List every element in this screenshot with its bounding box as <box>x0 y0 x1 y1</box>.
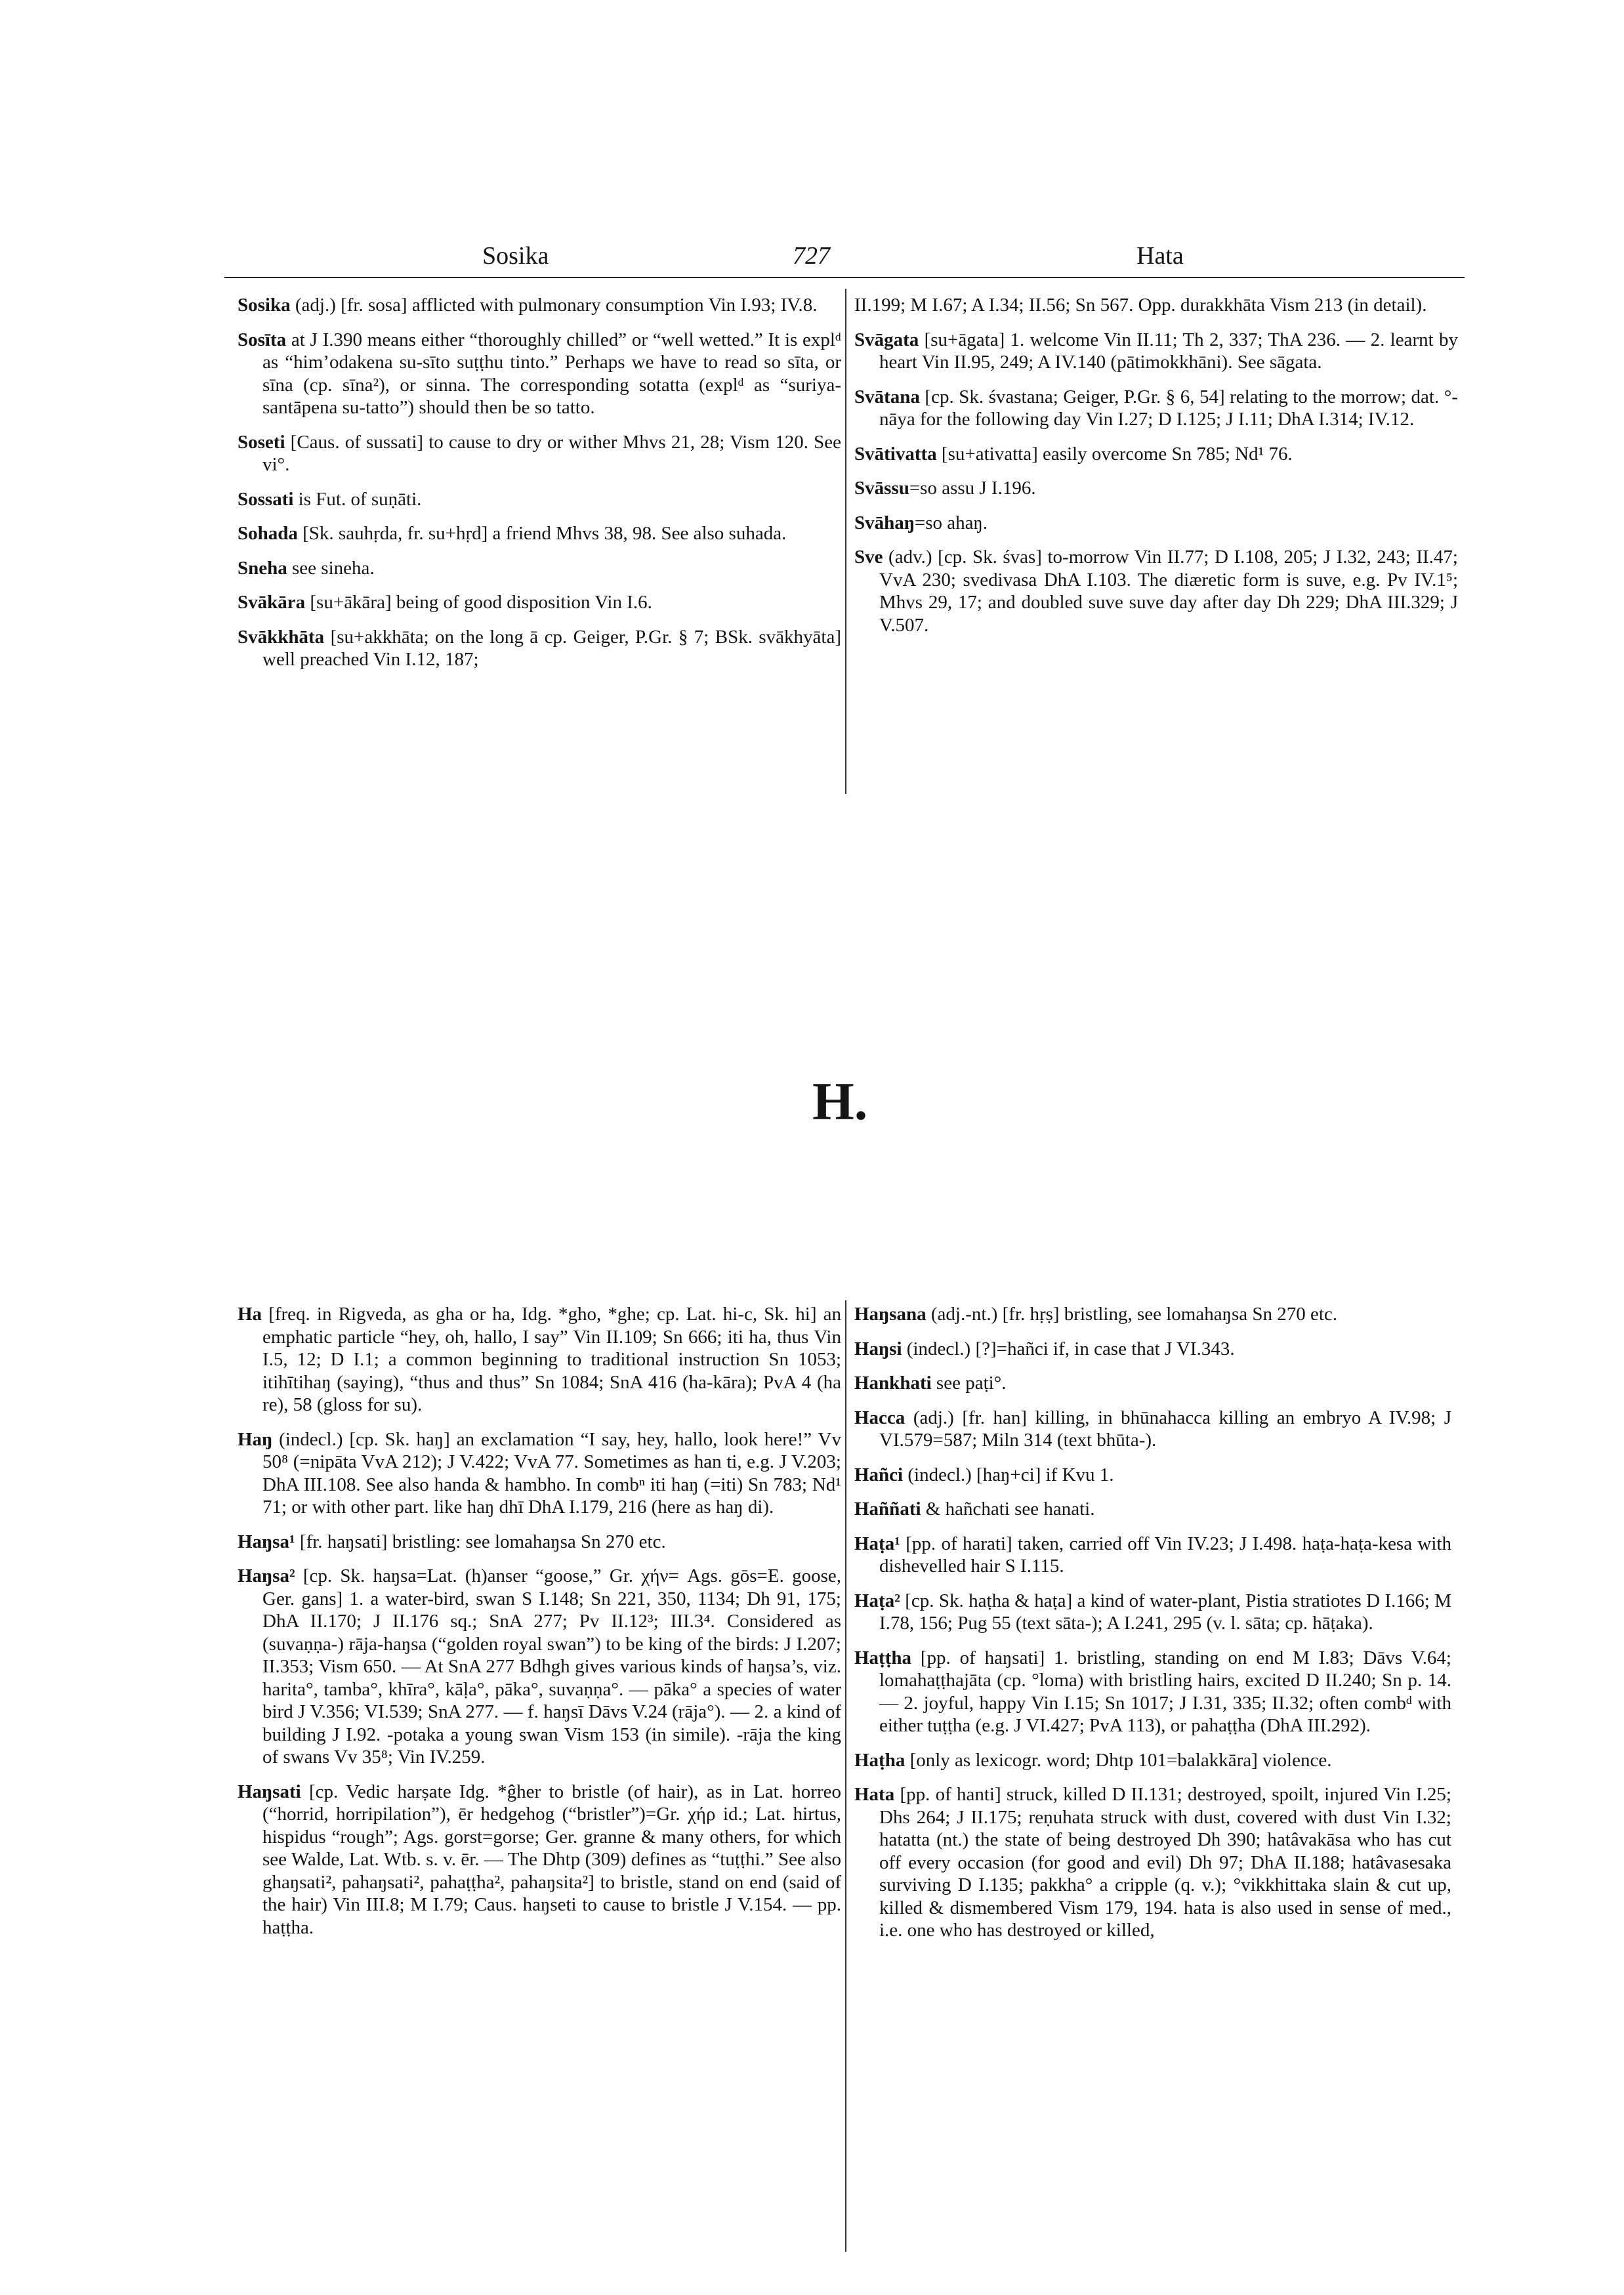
page-number: 727 <box>793 242 830 270</box>
entry-text: (adj.-nt.) [fr. hṛṣ] bristling, see lomahaŋsa Sn 270 etc. <box>926 1304 1338 1325</box>
column-top-left <box>238 294 841 683</box>
entry-headword: Sossati <box>238 488 294 510</box>
dictionary-entry <box>854 1749 1451 1772</box>
column-bottom-right <box>854 1303 1451 1954</box>
dictionary-entry <box>238 1565 841 1769</box>
entry-headword: Haŋsi <box>854 1338 902 1359</box>
dictionary-entry <box>854 1590 1451 1635</box>
dictionary-entry <box>854 443 1458 466</box>
entry-text: [cp. Sk. śvastana; Geiger, P.Gr. § 6, 54] relating to the morrow; dat. °-nāya for the following day Vin I.27; D I.125; J I.11; DhA I.314; IV.12. <box>879 386 1458 430</box>
entry-text: (indecl.) [haŋ+ci] if Kvu 1. <box>903 1464 1114 1485</box>
entry-headword: Haŋ <box>238 1428 273 1450</box>
dictionary-entry <box>238 1428 841 1519</box>
entry-headword: Haṭha <box>854 1749 906 1771</box>
dictionary-entry <box>854 1464 1451 1487</box>
dictionary-entry <box>238 1531 841 1554</box>
header-rule <box>224 277 1465 278</box>
entry-text: II.199; M I.67; A I.34; II.56; Sn 567. Opp. durakkhāta Vism 213 (in detail). <box>854 295 1427 316</box>
entry-text: (adj.) [fr. han] killing, in bhūnahacca killing an embryo A IV.98; J VI.579=587; Miln 314 (text bhūta-). <box>879 1407 1451 1451</box>
entry-headword: Sosika <box>238 295 291 316</box>
entry-headword: Haŋsana <box>854 1304 927 1325</box>
dictionary-entry <box>238 557 841 580</box>
entry-text: [su+ativatta] easily overcome Sn 785; Nd¹ 76. <box>936 443 1293 465</box>
entry-headword: Sohada <box>238 523 298 544</box>
entry-headword: Sosīta <box>238 329 287 350</box>
entry-text: [cp. Vedic harṣate Idg. *ĝher to bristle (of hair), as in Lat. horreo (“horrid, horripilation”), ēr hedgehog (“bristler”)=Gr. χήρ id.; Lat. hirtus, hispidus “rough”; Ags. gorst=gorse; Ger. granne & many others, for which see Walde, Lat. Wtb. s. v. ēr. — The Dhtp (309) defines as “tuṭṭhi.” See also ghaŋsati², pahaŋsati², pahaṭṭha², pahaŋsita²] to bristle, stand on end (said of the hair) Vin III.8; M I.79; Caus. haŋseti to cause to bristle J V.154. — pp. haṭṭha. <box>262 1781 841 1938</box>
dictionary-entry <box>854 1303 1451 1326</box>
dictionary-entry <box>238 522 841 545</box>
entry-text: [su+akkhāta; on the long ā cp. Geiger, P.Gr. § 7; BSk. svākhyāta] well preached Vin I.12, 187; <box>262 626 841 670</box>
entry-headword: Hata <box>854 1784 895 1805</box>
entry-headword: Hañci <box>854 1464 904 1485</box>
column-bottom-left <box>238 1303 841 1951</box>
entry-text: is Fut. of suṇāti. <box>293 488 422 510</box>
dictionary-entry <box>854 512 1458 535</box>
entry-text: [freq. in Rigveda, as gha or ha, Idg. *gho, *ghe; cp. Lat. hi-c, Sk. hi] an emphatic particle “hey, oh, hallo, I say” Vin II.109; Sn 666; iti ha, thus Vin I.5, 12; D I.1; a common beginning to traditional instruction Sn 1053; itihītihaŋ (saying), “thus and thus” Sn 1084; SnA 416 (ha-kāra); PvA 4 (ha re), 58 (gloss for su). <box>262 1304 841 1415</box>
dictionary-entry <box>238 488 841 511</box>
dictionary-entry <box>238 626 841 671</box>
entry-headword: Sve <box>854 547 883 568</box>
entry-text: (indecl.) [cp. Sk. haŋ] an exclamation “I say, hey, hallo, look here!” Vv 50⁸ (=nipāta VvA 212); J V.422; VvA 77. Sometimes as han ti, e.g. J V.203; DhA III.108. See also handa & hambho. In combⁿ iti haŋ (=iti) Sn 783; Nd¹ 71; or with other part. like haŋ dhī DhA I.179, 216 (here as haŋ di). <box>262 1428 841 1518</box>
dictionary-entry <box>238 1781 841 1939</box>
entry-text: [pp. of haŋsati] 1. bristling, standing on end M I.83; Dāvs V.64; lomahaṭṭhajāta (cp. °loma) with bristling hairs, excited D II.240; Sn p. 14. — 2. joyful, happy Vin I.15; Sn 1017; J I.31, 335; II.32; often combᵈ with either tuṭṭha (e.g. J VI.427; PvA 113), or pahaṭṭha (DhA III.292). <box>879 1647 1451 1736</box>
running-head-left: Sosika <box>482 242 549 270</box>
entry-text: [pp. of harati] taken, carried off Vin IV.23; J I.498. haṭa-haṭa-kesa with dishevelled hair S I.115. <box>879 1533 1451 1577</box>
dictionary-entry <box>854 1647 1451 1737</box>
entry-headword: Hacca <box>854 1407 906 1428</box>
entry-text: [cp. Sk. haŋsa=Lat. (h)anser “goose,” Gr. χήν= Ags. gōs=E. goose, Ger. gans] 1. a water-bird, swan S I.148; Sn 221, 350, 1134; Dh 91, 175; DhA II.170; J II.176 sq.; SnA 277; Pv II.12³; III.3⁴. Considered as (suvaṇṇa-) rāja-haŋsa (“golden royal swan”) to be king of the birds: J I.207; II.353; Vism 650. — At SnA 277 Bdhgh gives various kinds of haŋsa’s, viz. harita°, tamba°, khīra°, kāḷa°, pāka°, suvaṇṇa°. — pāka° a species of water bird J V.356; VI.539; SnA 277. — f. haŋsī Dāvs V.24 (rāja°). — 2. a kind of building J I.92. -potaka a young swan Vism 153 (in simile). -rāja the king of swans Vv 35⁸; Vin IV.259. <box>262 1565 841 1768</box>
entry-headword: Svāssu <box>854 478 909 499</box>
entry-headword: Haŋsati <box>238 1781 301 1802</box>
entry-text: [Caus. of sussati] to cause to dry or wither Mhvs 21, 28; Vism 120. See vi°. <box>262 431 841 475</box>
entry-text: at J I.390 means either “thoroughly chilled” or “well wetted.” It is explᵈ as “him’odakena su-sīto suṭṭhu tinto.” Perhaps we have to read so sīta, or sīna (cp. sīna²), or sinna. The corresponding sotatta (explᵈ as “suriya-santāpena su-tatto”) should then be so tatto. <box>262 329 841 418</box>
dictionary-entry <box>854 1498 1451 1521</box>
entry-headword: Haŋsa¹ <box>238 1531 295 1552</box>
entry-headword: Svātivatta <box>854 443 937 465</box>
entry-text: [Sk. sauhṛda, fr. su+hṛd] a friend Mhvs 38, 98. See also suhada. <box>297 523 787 544</box>
dictionary-entry <box>238 591 841 614</box>
column-divider-top <box>845 289 846 794</box>
entry-headword: Svāgata <box>854 329 919 350</box>
column-divider-bottom <box>845 1300 846 2252</box>
dictionary-entry <box>238 329 841 419</box>
entry-text: & hañchati see hanati. <box>921 1499 1095 1520</box>
dictionary-entry <box>238 1303 841 1416</box>
entry-headword: Sneha <box>238 557 287 579</box>
entry-headword: Haṭa¹ <box>854 1533 900 1554</box>
entry-headword: Svākkhāta <box>238 626 325 648</box>
dictionary-entry <box>854 386 1458 431</box>
entry-text: see paṭi°. <box>931 1373 1007 1394</box>
entry-headword: Svākāra <box>238 592 306 613</box>
entry-headword: Soseti <box>238 431 285 453</box>
column-top-right <box>854 294 1458 648</box>
entry-text: (adj.) [fr. sosa] afflicted with pulmonary consumption Vin I.93; IV.8. <box>290 295 818 316</box>
entry-headword: Haŋsa² <box>238 1565 295 1586</box>
entry-headword: Svātana <box>854 386 920 407</box>
dictionary-entry <box>854 1338 1451 1361</box>
entry-text: (adv.) [cp. Sk. śvas] to-morrow Vin II.77; D I.108, 205; J I.32, 243; II.47; VvA 230; svedivasa DhA I.103. The diæretic form is suve, e.g. Pv IV.1⁵; Mhvs 29, 17; and doubled suve suve day after day Dh 229; DhA III.329; J V.507. <box>879 547 1458 636</box>
entry-text: [pp. of hanti] struck, killed D II.131; destroyed, spoilt, injured Vin I.25; Dhs 264; J II.175; reṇuhata struck with dust, covered with dust Vin I.32; hatatta (nt.) the state of being destroyed Dh 390; hatâvakāsa who has cut off every occasion (for good and evil) Dh 97; DhA II.188; hatâvasesaka surviving D I.135; pakkha° a cripple (q. v.); °vikkhittaka slain & cut up, killed & dismembered Vism 179, 194. hata is also used in sense of med., i.e. one who has destroyed or killed, <box>879 1784 1451 1941</box>
entry-text: see sineha. <box>287 557 375 579</box>
entry-text: =so ahaŋ. <box>914 512 988 533</box>
entry-headword: Haññati <box>854 1499 921 1520</box>
dictionary-entry <box>854 1533 1451 1578</box>
entry-headword: Ha <box>238 1304 262 1325</box>
entry-headword: Hankhati <box>854 1373 932 1394</box>
dictionary-entry <box>238 294 841 317</box>
entry-headword: Haṭa² <box>854 1590 900 1611</box>
dictionary-entry <box>854 546 1458 636</box>
entry-headword: Haṭṭha <box>854 1647 911 1668</box>
dictionary-entry <box>854 294 1458 317</box>
entry-headword: Svāhaŋ <box>854 512 915 533</box>
running-head-right: Hata <box>1136 242 1184 270</box>
entry-text: [fr. haŋsati] bristling: see lomahaŋsa Sn 270 etc. <box>295 1531 666 1552</box>
dictionary-entry <box>854 329 1458 374</box>
dictionary-entry <box>854 1783 1451 1942</box>
dictionary-entry <box>854 1407 1451 1452</box>
dictionary-entry <box>238 431 841 476</box>
entry-text: [su+ākāra] being of good disposition Vin I.6. <box>305 592 652 613</box>
section-letter: H. <box>812 1071 868 1131</box>
dictionary-entry <box>854 1372 1451 1395</box>
entry-text: [only as lexicogr. word; Dhtp 101=balakkāra] violence. <box>905 1749 1332 1771</box>
entry-text: [su+āgata] 1. welcome Vin II.11; Th 2, 337; ThA 236. — 2. learnt by heart Vin II.95, 249; A IV.140 (pātimokkhāni). See sāgata. <box>879 329 1458 373</box>
entry-text: [cp. Sk. haṭha & haṭa] a kind of water-plant, Pistia stratiotes D I.166; M I.78, 156; Pug 55 (text sāta-); A I.241, 295 (v. l. sāta; cp. hāṭaka). <box>879 1590 1451 1634</box>
entry-text: =so assu J I.196. <box>909 478 1036 499</box>
dictionary-entry <box>854 477 1458 500</box>
entry-text: (indecl.) [?]=hañci if, in case that J VI.343. <box>902 1338 1235 1359</box>
